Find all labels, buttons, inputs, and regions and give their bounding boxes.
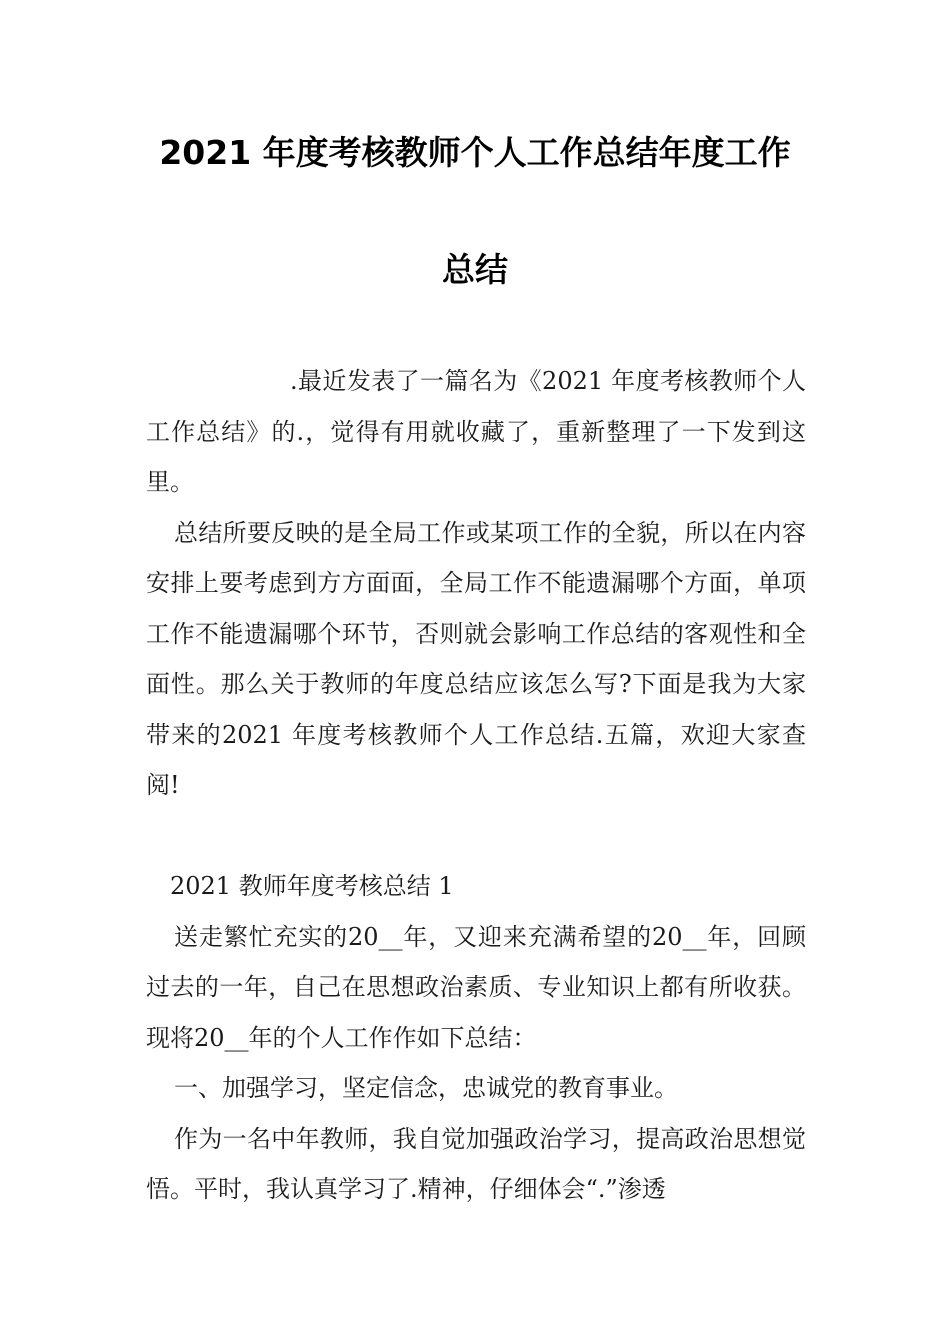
document-title-line-1: 2021 年度考核教师个人工作总结年度工作 [159,133,791,172]
paragraph-spacer [146,811,806,862]
summary-paragraph: 总结所要反映的是全局工作或某项工作的全貌，所以在内容安排上要考虑到方方面面，全局工作不能遗漏哪个方面，单项工作不能遗漏哪个环节，否则就会影响工作总结的客观性和全面性。那么关于教师的年度总结应该怎么写?下面是我为大家带来的2021 年度考核教师个人工作总结.五篇，欢迎大家查阅! [146,518,806,799]
body-paragraph-2: 一、加强学习，坚定信念，忠诚党的教育事业。 [174,1074,678,1102]
body-paragraph-3: 作为一名中年教师，我自觉加强政治学习，提高政治思想觉悟。平时，我认真学习了.精神，仔细体会“.”渗透 [146,1124,806,1203]
section-heading: 2021 教师年度考核总结 1 [170,872,454,900]
document-body [146,356,806,1215]
document-title-line-2: 总结 [442,250,508,289]
intro-paragraph: .最近发表了一篇名为《2021 年度考核教师个人工作总结》的.，觉得有用就收藏了，重新整理了一下发到这里。 [146,367,806,496]
body-paragraph-1: 送走繁忙充实的20__年，又迎来充满希望的20__年，回顾过去的一年，自己在思想政治素质、专业知识上都有所收获。现将20__年的个人工作作如下总结： [146,922,806,1052]
